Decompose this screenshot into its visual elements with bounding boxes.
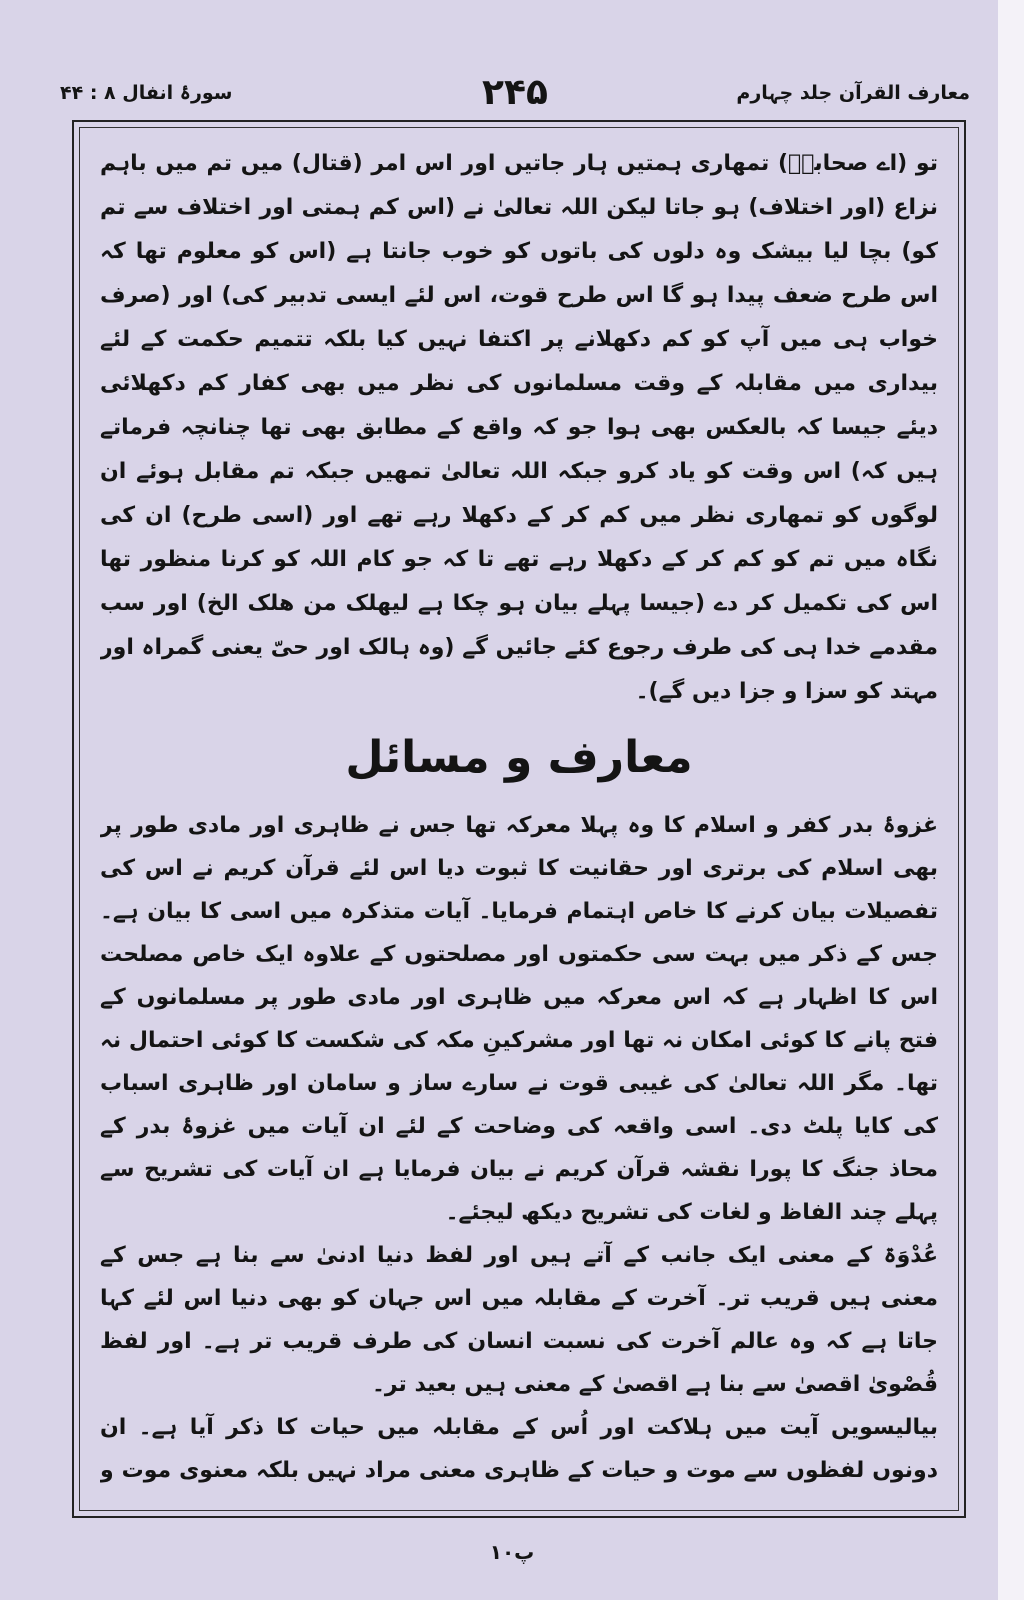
book-title: معارف القرآن جلد چہارم [736,82,970,104]
footer-signature: ۱۰پ [489,1540,535,1564]
page-edge [998,0,1024,1600]
section-title: معارف و مسائل [345,732,693,783]
tafsir-paragraph: تو (اے صحابہؓ) تمھاری ہمتیں ہار جاتیں اور اس امر (قتال) میں تم میں باہم نزاع (اور اختلاف) ہو جاتا لیکن اللہ تعالیٰ نے (اس کم ہمتی اور اختلاف سے تم کو) بچا لیا بیشک وہ دلوں کی باتوں کو خوب جانتا ہے (اس کو معلوم تھا کہ اس طرح ضعف پیدا ہو گا اس طرح قوت، اس لئے ایسی تدبیر کی) اور (صرف خواب ہی میں آپ کو کم دکھلانے پر اکتفا نہیں کیا بلکہ تتمیم حکمت کے لئے بیداری میں مقابلہ کے وقت مسلمانوں کی نظر میں بھی کفار کم دکھلائی دیئے جیسا کہ بالعکس بھی ہوا جو کہ واقع کے مطابق بھی تھا چنانچہ فرماتے ہیں کہ) اس وقت کو یاد کرو جبکہ اللہ تعالیٰ تمھیں جبکہ تم مقابل ہوئے ان لوگوں کو تمھاری نظر میں کم کر کے دکھلا رہے تھے اور (اسی طرح) ان کی نگاہ میں تم کو کم کر کے دکھلا رہے تھے تا کہ جو کام اللہ کو کرنا منظور تھا اس کی تکمیل کر دے (جیسا پہلے بیان ہو چکا ہے لیھلک من ھلک الخ) اور سب مقدمے خدا ہی کی طرف رجوع کئے جائیں گے (وہ ہالک اور حیّ یعنی گمراہ اور مہتد کو سزا و جزا دیں گے)۔ [100,151,938,704]
page-number: ۲۴۵ [482,72,548,113]
body-paragraph-2: عُدْوَۃ کے معنی ایک جانب کے آتے ہیں اور لفظ دنیا ادنیٰ سے بنا ہے جس کے معنی ہیں قریب تر۔ آخرت کے مقابلہ میں اس جہان کو بھی دنیا اس لئے کہا جاتا ہے کہ وہ عالم آخرت کی نسبت انسان کی طرف قریب تر ہے۔ اور لفظ قُصْویٰ اقصیٰ سے بنا ہے اقصیٰ کے معنی ہیں بعید تر۔ [100,1243,938,1397]
page-content [100,142,938,1500]
page-frame-inner [79,127,959,1511]
surah-reference: سورۂ انفال ۸ : ۴۴ [60,82,233,104]
body-paragraph-1: غزوۂ بدر کفر و اسلام کا وہ پہلا معرکہ تھا جس نے ظاہری اور مادی طور پر بھی اسلام کی برتری اور حقانیت کا ثبوت دیا اس لئے قرآن کریم نے اس کی تفصیلات بیان کرنے کا خاص اہتمام فرمایا۔ آیات متذکرہ میں اسی کا بیان ہے۔ جس کے ذکر میں بہت سی حکمتوں اور مصلحتوں کے علاوہ ایک خاص مصلحت اس کا اظہار ہے کہ اس معرکہ میں ظاہری اور مادی طور پر مسلمانوں کے فتح پانے کا کوئی امکان نہ تھا اور مشرکینِ مکہ کی شکست کا کوئی احتمال نہ تھا۔ مگر اللہ تعالیٰ کی غیبی قوت نے سارے ساز و سامان اور ظاہری اسباب کی کایا پلٹ دی۔ اسی واقعہ کی وضاحت کے لئے ان آیات میں غزوۂ بدر کے محاذ جنگ کا پورا نقشہ قرآن کریم نے بیان فرمایا ہے ان آیات کی تشریح سے پہلے چند الفاظ و لغات کی تشریح دیکھ لیجئے۔ [100,813,938,1225]
running-header [60,72,970,120]
page-frame [72,120,966,1518]
body-paragraph-3: بیالیسویں آیت میں ہلاکت اور اُس کے مقابلہ میں حیات کا ذکر آیا ہے۔ ان دونوں لفظوں سے موت و حیات کے ظاہری معنی مراد نہیں بلکہ معنوی موت و [100,1415,938,1483]
